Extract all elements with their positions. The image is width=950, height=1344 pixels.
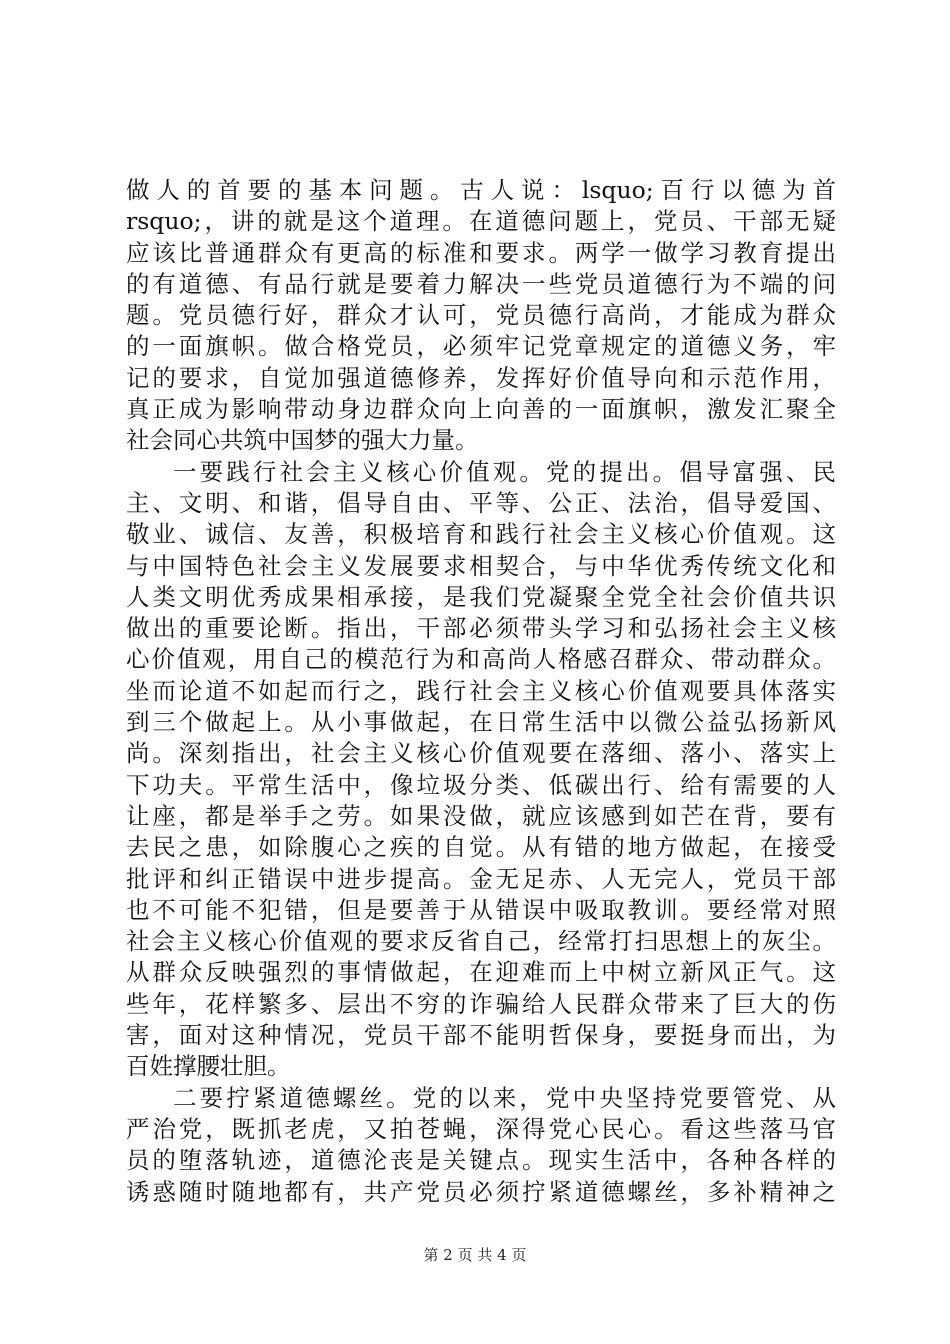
text-line: 做人的首要的基本问题。古人说：lsquo;百行以德为首 [126, 176, 836, 204]
text-line: 社会主义核心价值观的要求反省自己，经常打扫思想上的灰尘。 [126, 927, 836, 956]
text-line: 严治党，既抓老虎，又拍苍蝇，深得党心民心。看这些落马官 [126, 1114, 836, 1143]
text-line: 社会同心共筑中国梦的强大力量。 [126, 426, 479, 455]
text-line: 让座，都是举手之劳。如果没做，就应该感到如芒在背，要有 [126, 801, 836, 830]
text-line: 心价值观，用自己的模范行为和高尚人格感召群众、带动群众。 [126, 645, 836, 674]
text-line: 坐而论道不如起而行之，践行社会主义核心价值观要具体落实 [126, 676, 836, 705]
text-line: 做出的重要论断。指出，干部必须带头学习和弘扬社会主义核 [126, 614, 836, 643]
text-line: 也不可能不犯错，但是要善于从错误中吸取教训。要经常对照 [126, 895, 836, 924]
text-line: 的有道德、有品行就是要着力解决一些党员道德行为不端的问 [126, 269, 836, 298]
text-line: 的一面旗帜。做合格党员，必须牢记党章规定的道德义务，牢 [126, 332, 836, 361]
text-line: 记的要求，自觉加强道德修养，发挥好价值导向和示范作用， [126, 363, 836, 392]
text-line: 到三个做起上。从小事做起，在日常生活中以微公益弘扬新风 [126, 708, 836, 737]
text-line: 批评和纠正错误中进步提高。金无足赤、人无完人，党员干部 [126, 864, 836, 893]
text-line: 与中国特色社会主义发展要求相契合，与中华优秀传统文化和 [126, 551, 836, 580]
text-line: 下功夫。平常生活中，像垃圾分类、低碳出行、给有需要的人 [126, 770, 836, 799]
text-line: 题。党员德行好，群众才认可，党员德行高尚，才能成为群众 [126, 301, 836, 330]
page-footer: 第 2 页 共 4 页 [423, 1246, 527, 1264]
text-line: 百姓撑腰壮胆。 [126, 1052, 291, 1081]
text-line: 二要拧紧道德螺丝。党的以来，党中央坚持党要管党、从 [173, 1083, 836, 1112]
text-line: 从群众反映强烈的事情做起，在迎难而上中树立新风正气。这 [126, 958, 836, 987]
text-line: 敬业、诚信、友善，积极培育和践行社会主义核心价值观。这 [126, 520, 836, 549]
text-line: 应该比普通群众有更高的标准和要求。两学一做学习教育提出 [126, 238, 836, 267]
text-line: 些年，花样繁多、层出不穷的诈骗给人民群众带来了巨大的伤 [126, 989, 836, 1018]
text-line: 真正成为影响带动身边群众向上向善的一面旗帜，激发汇聚全 [126, 395, 836, 424]
text-line: 害，面对这种情况，党员干部不能明哲保身，要挺身而出，为 [126, 1021, 836, 1050]
text-line: 去民之患，如除腹心之疾的自觉。从有错的地方做起，在接受 [126, 833, 836, 862]
body-text [126, 175, 836, 1208]
text-line: rsquo;，讲的就是这个道理。在道德问题上，党员、干部无疑 [126, 207, 836, 236]
text-line: 主、文明、和谐，倡导自由、平等、公正、法治，倡导爱国、 [126, 488, 836, 517]
text-line: 员的堕落轨迹，道德沦丧是关键点。现实生活中，各种各样的 [126, 1146, 836, 1175]
text-line: 一要践行社会主义核心价值观。党的提出。倡导富强、民 [173, 457, 836, 486]
text-line: 人类文明优秀成果相承接，是我们党凝聚全党全社会价值共识 [126, 582, 836, 611]
text-line: 诱惑随时随地都有，共产党员必须拧紧道德螺丝，多补精神之 [126, 1177, 836, 1206]
text-line: 尚。深刻指出，社会主义核心价值观要在落细、落小、落实上 [126, 739, 836, 768]
